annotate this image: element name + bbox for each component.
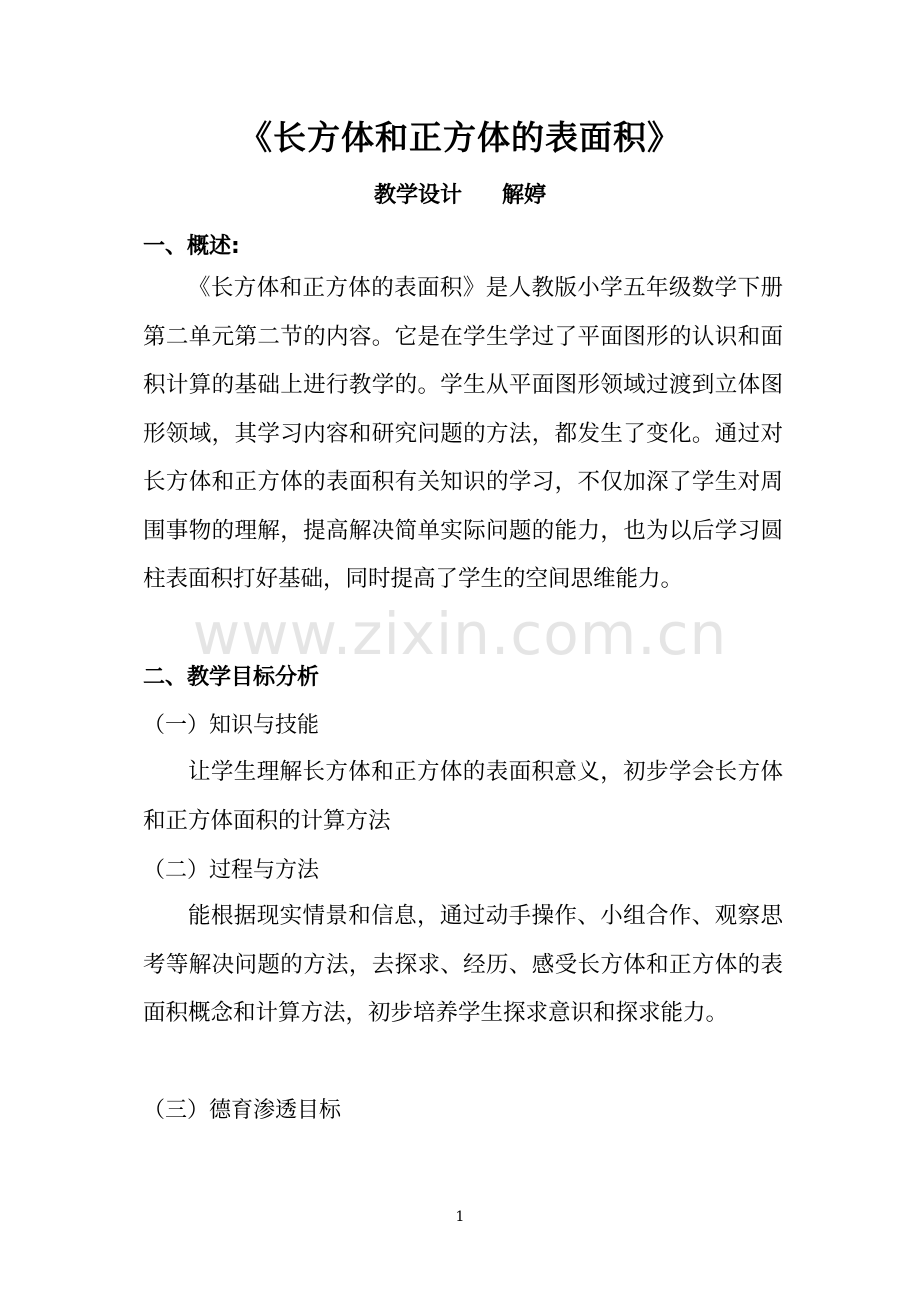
subtitle-label: 教学设计 (373, 183, 462, 208)
knowledge-paragraph: 让学生理解长方体和正方体的表面积意义，初步学会长方体和正方体面积的计算方法 (143, 759, 783, 834)
subsection-heading-knowledge: （一）知识与技能 (143, 713, 320, 738)
section-heading-objectives: 二、教学目标分析 (143, 665, 320, 690)
document-title: 《长方体和正方体的表面积》 (239, 118, 681, 157)
page-number: 1 (455, 1209, 465, 1225)
subsection-heading-process: （二）过程与方法 (143, 858, 320, 883)
overview-paragraph: 《长方体和正方体的表面积》是人教版小学五年级数学下册第二单元第二节的内容。它是在学生学过了平面图形的认识和面积计算的基础上进行教学的。学生从平面图形领域过渡到立体图形领域，其学习内容和研究问题的方法，都发生了变化。通过对长方体和正方体的表面积有关知识的学习，不仅加深了学生对周围事物的理解，提高解决简单实际问题的能力，也为以后学习圆柱表面积打好基础，同时提高了学生的空间思维能力。 (143, 275, 783, 592)
author-name: 解婷 (502, 183, 547, 208)
section-heading-overview: 一、概述: (143, 234, 240, 259)
process-paragraph: 能根据现实情景和信息，通过动手操作、小组合作、观察思考等解决问题的方法，去探求、经历、感受长方体和正方体的表面积概念和计算方法，初步培养学生探求意识和探求能力。 (143, 903, 783, 1026)
document-subtitle (0, 178, 920, 209)
subsection-heading-moral: （三）德育渗透目标 (143, 1098, 342, 1123)
watermark: www.zixin.com.cn (192, 600, 728, 668)
